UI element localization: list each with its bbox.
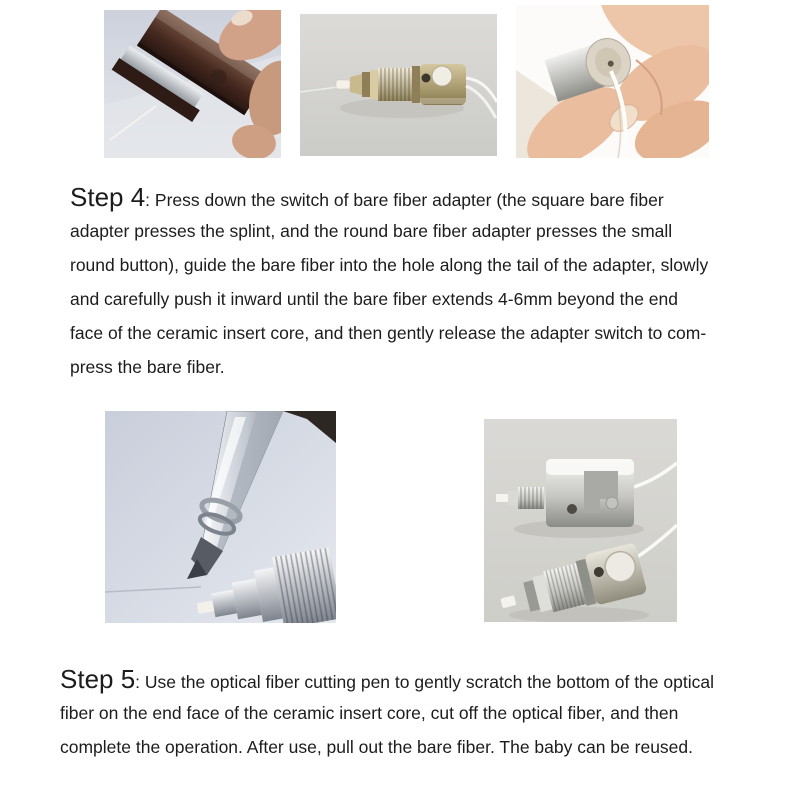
step-5-line-3: complete the operation. After use, pull out the bare fiber. The baby can be reused. xyxy=(60,737,694,757)
photo-square-and-round-adapters xyxy=(484,419,677,622)
step-4-line-3: round button), guide the bare fiber into the hole along the tail of the adapter, slowly xyxy=(70,255,709,275)
step-4-line-6: press the bare fiber. xyxy=(70,357,225,377)
step-4-line-4: and carefully push it inward until the bare fiber extends 4-6mm beyond the end xyxy=(70,289,678,309)
step-4-line-1-text: : Press down the switch of bare fiber adapter (the square bare fiber xyxy=(145,190,664,210)
step-5-line-2: fiber on the end face of the ceramic insert core, cut off the optical fiber, and then xyxy=(60,703,679,723)
hole xyxy=(567,504,577,514)
step-4-label: Step 4 xyxy=(70,182,146,212)
square-adapter-press-graphic xyxy=(104,10,281,158)
step-4-instructions xyxy=(70,180,708,384)
step-4-line-2: adapter presses the splint, and the round bare fiber adapter presses the small xyxy=(70,221,673,241)
step-5-instructions xyxy=(60,662,714,764)
ceramic-ferrule xyxy=(336,80,350,89)
step-5-label: Step 5 xyxy=(60,664,136,694)
photo-hand-pressing-square-adapter xyxy=(104,10,281,158)
cutting-pen-graphic xyxy=(105,411,336,623)
hand-adapter-graphic xyxy=(516,5,709,158)
hole xyxy=(422,74,431,83)
step-4-line-1 xyxy=(70,180,708,214)
photo-cutting-pen-scratching-fiber xyxy=(105,411,336,623)
two-adapters-graphic xyxy=(484,419,677,622)
ceramic-ferrule xyxy=(496,494,508,502)
step-4-line-5: face of the ceramic insert core, and then gently release the adapter switch to com- xyxy=(70,323,707,343)
photo-round-adapter-on-table xyxy=(300,14,497,156)
photo-hand-holding-round-adapter xyxy=(516,5,709,158)
round-press-button xyxy=(432,66,452,86)
round-adapter-graphic xyxy=(300,14,497,156)
step-5-line-1-text: : Use the optical fiber cutting pen to gently scratch the bottom of the optical xyxy=(135,672,714,692)
step-5-line-1 xyxy=(60,662,714,696)
